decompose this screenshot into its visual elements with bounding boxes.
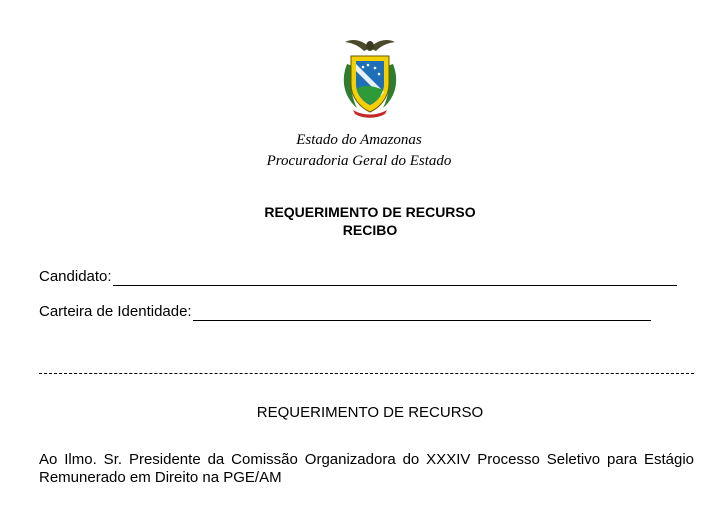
id-card-field (39, 303, 651, 321)
candidate-field (39, 268, 677, 286)
id-card-label: Carteira de Identidade: (39, 303, 192, 320)
state-name: Estado do Amazonas (296, 132, 422, 148)
receipt-title: REQUERIMENTO DE RECURSO (264, 204, 476, 220)
office-name: Procuradoria Geral do Estado (266, 153, 452, 169)
candidate-blank-line (113, 270, 677, 286)
cut-line (39, 373, 694, 374)
candidate-label: Candidato: (39, 268, 112, 285)
request-paragraph: Ao Ilmo. Sr. Presidente da Comissão Organizadora do XXXIV Processo Seletivo para Estágio Remunerado em Direito na PGE/AM (39, 451, 694, 486)
request-heading: REQUERIMENTO DE RECURSO (256, 404, 484, 421)
amazonas-coat-of-arms-icon (337, 34, 403, 120)
receipt-subtitle: RECIBO (342, 222, 398, 238)
id-card-blank-line (193, 305, 651, 321)
